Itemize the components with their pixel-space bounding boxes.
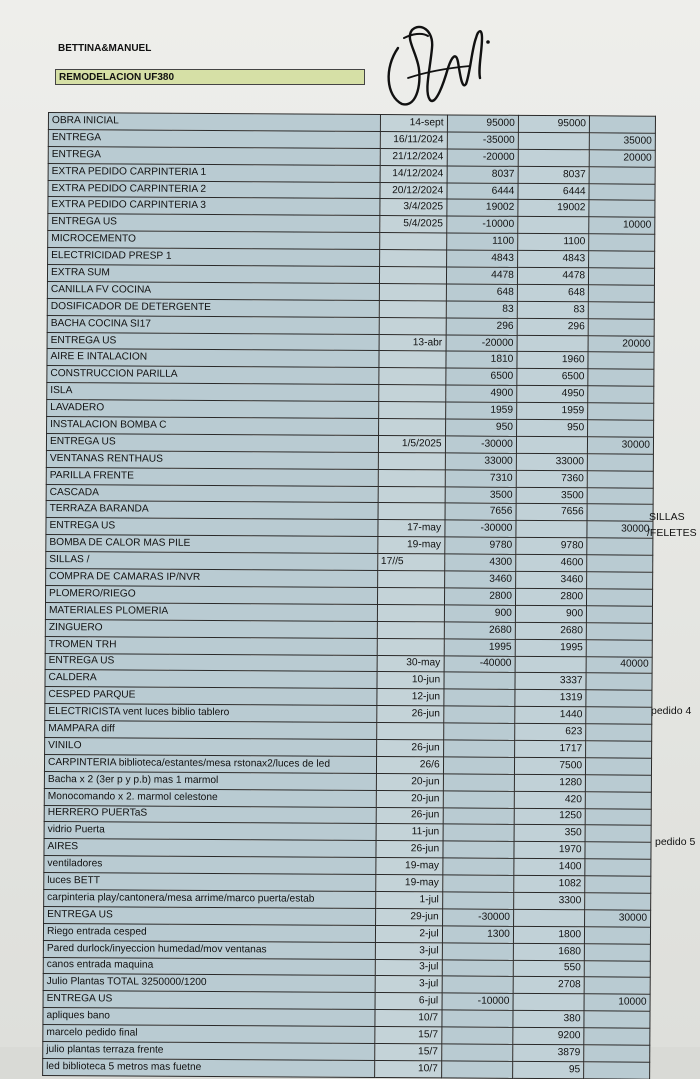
concept-cell: ISLA [47,383,379,402]
concept-cell: ENTREGA US [45,653,377,672]
date-cell: 21/12/2024 [380,148,447,165]
payment-cell [585,808,651,825]
payment-cell [586,741,652,758]
concept-cell: EXTRA PEDIDO CARPINTERIA 3 [48,197,380,216]
concept-cell: canos entrada maquina [43,957,375,976]
payment-cell [584,1045,650,1062]
cost-cell: 1960 [517,352,588,369]
concept-cell: PLOMERO/RIEGO [46,585,378,604]
payment-cell [584,1028,650,1045]
concept-cell: julio plantas terraza frente [43,1041,375,1060]
amount-cell: 1100 [446,233,517,250]
cost-cell: 1082 [514,875,585,892]
date-cell [378,368,445,385]
concept-cell: vidrio Puerta [44,822,376,841]
concept-cell: luces BETT [44,873,376,892]
payment-cell [588,403,654,420]
payment-cell: 10000 [589,217,655,234]
payment-cell [588,318,654,335]
amount-cell: 4300 [444,554,515,571]
amount-cell: -40000 [444,655,515,672]
date-cell: 30-may [377,655,444,672]
date-cell [378,452,445,469]
amount-cell: 2800 [444,588,515,605]
date-cell [379,317,446,334]
amount-cell [442,959,513,976]
concept-cell: CASCADA [46,484,378,503]
concept-cell: ENTREGA [48,146,380,165]
payment-cell [589,116,655,133]
date-cell: 19-may [375,875,442,892]
amount-cell: 6444 [447,182,518,199]
payment-cell [585,825,651,842]
payment-cell [586,707,652,724]
cost-cell: 19002 [518,200,589,217]
payment-cell [588,352,654,369]
cost-cell: 1680 [513,943,584,960]
cost-cell [515,656,586,673]
cost-cell: 623 [515,723,586,740]
concept-cell: ZINGUERO [45,619,377,638]
cost-cell [513,909,584,926]
payment-cell [584,1062,650,1079]
amount-cell [442,892,513,909]
date-cell [379,267,446,284]
amount-cell: -30000 [445,520,516,537]
cost-cell: 648 [517,284,588,301]
payment-cell [589,166,655,183]
concept-cell: VINILO [45,737,377,756]
cost-cell: 9780 [516,538,587,555]
cost-cell: 8037 [518,166,589,183]
payment-cell [589,268,655,285]
date-cell: 17//5 [377,554,444,571]
amount-cell: -30000 [442,909,513,926]
amount-cell: 1959 [445,402,516,419]
cost-cell: 950 [516,419,587,436]
payment-cell: 40000 [586,656,652,673]
date-cell: 15/7 [374,1027,441,1044]
payment-cell [584,1011,650,1028]
date-cell [377,604,444,621]
cost-cell: 1319 [515,690,586,707]
payment-cell [585,876,651,893]
concept-cell: ventiladores [44,856,376,875]
date-cell: 16/11/2024 [380,131,447,148]
project-title: REMODELACION UF380 [55,69,365,85]
amount-cell: 900 [444,605,515,622]
amount-cell: 19002 [446,199,517,216]
concept-cell: DOSIFICADOR DE DETERGENTE [47,298,379,317]
date-cell: 26-jun [376,739,443,756]
cost-cell: 1717 [514,740,585,757]
amount-cell: 1300 [442,926,513,943]
concept-cell: Riego entrada cesped [43,923,375,942]
amount-cell [443,740,514,757]
cost-cell: 420 [514,791,585,808]
concept-cell: Julio Plantas TOTAL 3250000/1200 [43,974,375,993]
concept-cell: ENTREGA [48,129,380,148]
amount-cell [442,976,513,993]
cost-cell: 2680 [515,622,586,639]
date-cell: 3/4/2025 [380,199,447,216]
cost-cell: 1800 [513,926,584,943]
cost-cell: 3460 [515,571,586,588]
payment-cell [585,859,651,876]
date-cell: 26-jun [376,706,443,723]
payment-cell [584,927,650,944]
cost-cell: 9200 [513,1027,584,1044]
cost-cell [518,149,589,166]
cost-cell: 95000 [518,115,589,132]
concept-cell: ENTREGA US [46,433,378,452]
payment-cell [584,977,650,994]
cost-cell: 1250 [514,808,585,825]
amount-cell [443,757,514,774]
cost-cell: 83 [517,301,588,318]
concept-cell: BOMBA DE CALOR MAS PILE [46,535,378,554]
payment-cell [587,572,653,589]
concept-cell: EXTRA PEDIDO CARPINTERIA 2 [48,180,380,199]
amount-cell: 7310 [445,470,516,487]
date-cell [379,351,446,368]
date-cell: 1/5/2025 [378,435,445,452]
payment-cell [586,639,652,656]
cost-cell: 1100 [518,234,589,251]
date-cell: 13-abr [379,334,446,351]
cost-cell: 1440 [515,707,586,724]
amount-cell [442,875,513,892]
concept-cell: MATERIALES PLOMERIA [45,602,377,621]
expense-ledger-table [42,112,656,1079]
amount-cell: 1995 [444,639,515,656]
concept-cell: PARILLA FRENTE [46,467,378,486]
concept-cell: HERRERO PUERTaS [44,805,376,824]
cost-cell: 6444 [518,183,589,200]
amount-cell: 6500 [445,368,516,385]
payment-cell: 20000 [588,335,654,352]
concept-cell: TROMEN TRH [45,636,377,655]
payment-cell: 10000 [584,994,650,1011]
concept-cell: MICROCEMENTO [48,231,380,250]
concept-cell: ENTREGA US [43,991,375,1010]
cost-cell: 1959 [516,403,587,420]
date-cell [379,283,446,300]
amount-cell: 83 [446,301,517,318]
payment-cell [586,690,652,707]
amount-cell [443,723,514,740]
amount-cell [444,672,515,689]
payment-cell: 20000 [589,150,655,167]
payment-cell [588,386,654,403]
amount-cell [444,689,515,706]
client-name: BETTINA&MANUEL [58,43,152,54]
concept-cell: Bacha x 2 (3er p y p.b) mas 1 marmol [44,771,376,790]
concept-cell: led biblioteca 5 metros mas fuetne [43,1058,375,1077]
concept-cell: AIRES [44,839,376,858]
date-cell [378,503,445,520]
payment-cell [587,555,653,572]
payment-cell [585,842,651,859]
date-cell: 26-jun [376,807,443,824]
concept-cell: carpinteria play/cantonera/mesa arrime/marco puerta/estab [44,889,376,908]
payment-cell [589,234,655,251]
payment-cell: 30000 [585,910,651,927]
concept-cell: SILLAS / [46,552,378,571]
payment-cell [588,302,654,319]
date-cell: 10-jun [377,672,444,689]
ledger-row [43,1058,650,1079]
amount-cell [442,1010,513,1027]
date-cell [379,300,446,317]
payment-cell: 30000 [587,437,653,454]
cost-cell: 4950 [517,386,588,403]
cost-cell [513,994,584,1011]
amount-cell [442,858,513,875]
payment-cell [587,471,653,488]
date-cell: 19-may [376,858,443,875]
concept-cell: ELECTRICISTA vent luces biblio tablero [45,704,377,723]
payment-cell: 30000 [587,521,653,538]
date-cell: 14/12/2024 [380,165,447,182]
date-cell: 17-may [378,520,445,537]
date-cell [377,571,444,588]
amount-cell: 1810 [446,351,517,368]
date-cell: 20-jun [376,790,443,807]
amount-cell [443,706,514,723]
payment-cell [589,200,655,217]
amount-cell: -20000 [446,335,517,352]
concept-cell: COMPRA DE CAMARAS IP/NVR [46,569,378,588]
amount-cell [443,824,514,841]
cost-cell: 1970 [514,842,585,859]
cost-cell: 1400 [514,859,585,876]
amount-cell: 648 [446,284,517,301]
payment-cell [585,775,651,792]
note-feletes: /FELETES [647,527,697,539]
cost-cell: 1995 [515,639,586,656]
amount-cell: 296 [446,318,517,335]
date-cell: 26-jun [376,841,443,858]
date-cell: 3-jul [375,959,442,976]
concept-cell: LAVADERO [47,400,379,419]
concept-cell: ENTREGA US [48,214,380,233]
cost-cell: 2708 [513,977,584,994]
cost-cell: 3337 [515,673,586,690]
concept-cell: BACHA COCINA SI17 [47,315,379,334]
concept-cell: TERRAZA BARANDA [46,501,378,520]
date-cell [378,385,445,402]
concept-cell: ENTREGA US [44,906,376,925]
amount-cell: 4843 [446,250,517,267]
date-cell [378,419,445,436]
cost-cell: 3500 [516,487,587,504]
concept-cell: CESPED PARQUE [45,687,377,706]
concept-cell: OBRA INICIAL [48,113,380,132]
cost-cell: 380 [513,1011,584,1028]
cost-cell [517,335,588,352]
date-cell: 14-sept [380,115,447,132]
date-cell [379,233,446,250]
concept-cell: AIRE E INTALACION [47,349,379,368]
date-cell: 3-jul [375,976,442,993]
date-cell: 12-jun [377,689,444,706]
payment-cell [587,589,653,606]
date-cell: 3-jul [375,942,442,959]
amount-cell [443,807,514,824]
concept-cell: EXTRA PEDIDO CARPINTERIA 1 [48,163,380,182]
cost-cell: 33000 [516,453,587,470]
payment-cell [588,285,654,302]
cost-cell: 550 [513,960,584,977]
concept-cell: ELECTRICIDAD PRESP 1 [48,248,380,267]
concept-cell: INSTALACION BOMBA C [47,417,379,436]
cost-cell [518,132,589,149]
payment-cell [586,673,652,690]
concept-cell: VENTANAS RENTHAUS [46,450,378,469]
date-cell [377,621,444,638]
cost-cell: 6500 [517,369,588,386]
concept-cell: apliques bano [43,1008,375,1027]
cost-cell: 4478 [517,267,588,284]
payment-cell [586,724,652,741]
amount-cell: 4478 [446,267,517,284]
payment-cell [588,369,654,386]
concept-cell: CANILLA FV COCINA [47,281,379,300]
concept-cell: CALDERA [45,670,377,689]
amount-cell: 9780 [444,537,515,554]
cost-cell [516,436,587,453]
amount-cell: -30000 [445,436,516,453]
amount-cell: 4900 [445,385,516,402]
date-cell: 11-jun [376,824,443,841]
amount-cell [443,841,514,858]
payment-cell [589,183,655,200]
cost-cell: 4600 [516,555,587,572]
concept-cell: EXTRA SUM [47,265,379,284]
date-cell [377,638,444,655]
date-cell: 10/7 [374,1060,441,1077]
date-cell [377,587,444,604]
date-cell: 5/4/2025 [379,216,446,233]
concept-cell: CONSTRUCCION PARILLA [47,366,379,385]
amount-cell: -10000 [442,993,513,1010]
amount-cell: 2680 [444,622,515,639]
concept-cell: ENTREGA US [46,518,378,537]
cost-cell: 296 [517,318,588,335]
payment-cell [589,251,655,268]
payment-cell [584,943,650,960]
concept-cell: marcelo pedido final [43,1025,375,1044]
cost-cell [516,521,587,538]
concept-cell: MAMPARA diff [45,721,377,740]
handwritten-signature [378,8,498,114]
cost-cell: 3879 [513,1044,584,1061]
note-sillas: SILLAS [649,511,685,523]
amount-cell [443,791,514,808]
date-cell: 20-jun [376,773,443,790]
payment-cell [584,960,650,977]
amount-cell: -10000 [446,216,517,233]
date-cell: 19-may [377,537,444,554]
note-pedido-5: pedido 5 [655,836,696,848]
cost-cell: 7656 [516,504,587,521]
amount-cell [443,774,514,791]
amount-cell: -35000 [447,132,518,149]
concept-cell: ENTREGA US [47,332,379,351]
cost-cell: 350 [514,825,585,842]
payment-cell [585,893,651,910]
payment-cell [587,487,653,504]
date-cell: 29-jun [375,908,442,925]
cost-cell [518,217,589,234]
date-cell: 10/7 [375,1010,442,1027]
concept-cell: Monocomando x 2. marmol celestone [44,788,376,807]
amount-cell: -20000 [447,149,518,166]
amount-cell: 7656 [445,503,516,520]
cost-cell: 7360 [516,470,587,487]
cost-cell: 1280 [514,774,585,791]
date-cell: 26/6 [376,756,443,773]
date-cell [378,486,445,503]
date-cell: 15/7 [374,1043,441,1060]
note-pedido-4: pedido 4 [651,705,692,717]
payment-cell [587,504,653,521]
cost-cell: 95 [512,1061,583,1078]
amount-cell [442,943,513,960]
amount-cell [441,1027,512,1044]
amount-cell: 3500 [445,487,516,504]
payment-cell [586,623,652,640]
payment-cell [586,758,652,775]
cost-cell: 7500 [514,757,585,774]
date-cell: 20/12/2024 [380,182,447,199]
cost-cell: 3300 [513,892,584,909]
date-cell [378,402,445,419]
amount-cell: 95000 [447,115,518,132]
amount-cell [441,1061,512,1078]
payment-cell [587,454,653,471]
amount-cell: 950 [445,419,516,436]
date-cell: 2-jul [375,925,442,942]
amount-cell: 33000 [445,453,516,470]
payment-cell [588,420,654,437]
date-cell [376,723,443,740]
date-cell: 1-jul [375,891,442,908]
date-cell: 6-jul [375,993,442,1010]
amount-cell: 3460 [444,571,515,588]
payment-cell: 35000 [589,133,655,150]
cost-cell: 900 [515,605,586,622]
payment-cell [587,538,653,555]
date-cell [379,250,446,267]
cost-cell: 4843 [517,250,588,267]
payment-cell [586,606,652,623]
payment-cell [585,791,651,808]
amount-cell: 8037 [447,166,518,183]
date-cell [378,469,445,486]
cost-cell: 2800 [515,588,586,605]
concept-cell: CARPINTERIA biblioteca/estantes/mesa rstonax2/luces de led [44,754,376,773]
concept-cell: Pared durlock/inyeccion humedad/mov ventanas [43,940,375,959]
